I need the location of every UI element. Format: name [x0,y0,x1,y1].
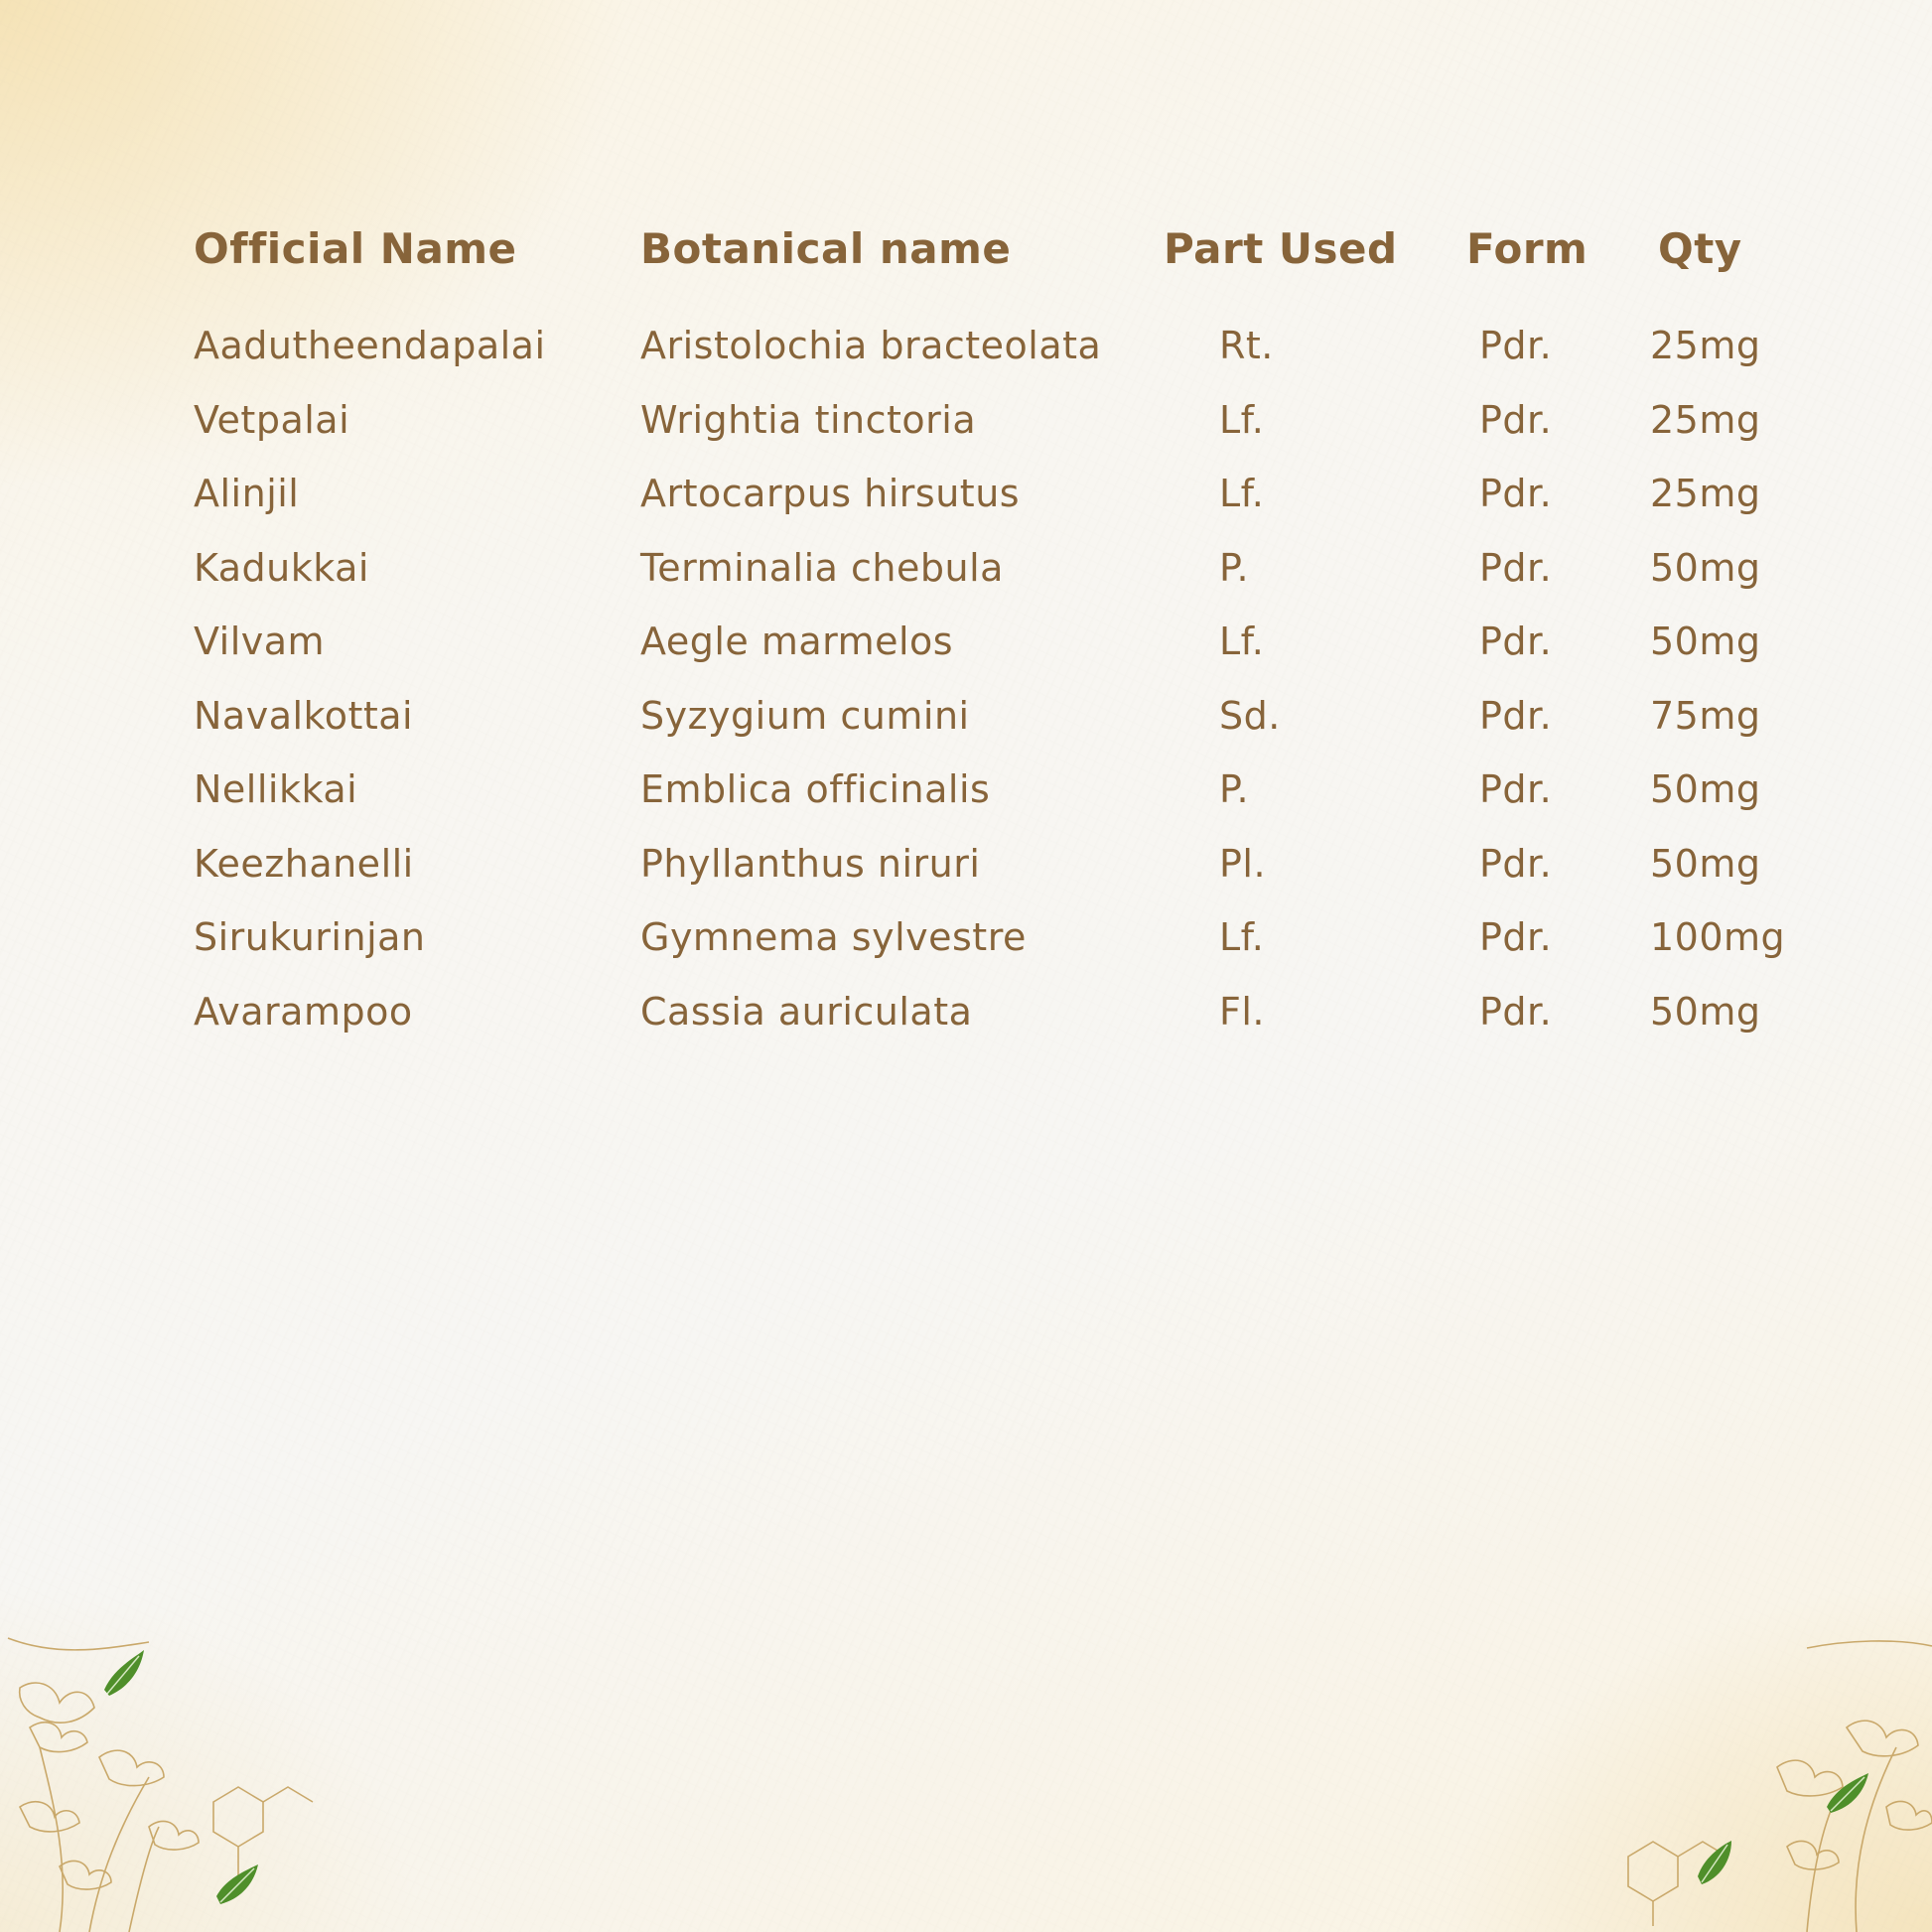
header-qty: Qty [1658,224,1742,273]
cell-qty: 25mg [1650,397,1761,442]
header-part-used: Part Used [1164,224,1398,273]
cell-form: Pdr. [1479,324,1553,367]
cell-form: Pdr. [1479,472,1553,515]
green-leaf-icon [1698,1841,1731,1884]
cell-official: Vetpalai [194,397,350,442]
cell-qty: 25mg [1650,324,1761,367]
cell-part: Lf. [1219,397,1265,442]
floral-decoration-left [0,1628,338,1932]
cell-part: Lf. [1219,915,1265,959]
cell-form: Pdr. [1479,915,1553,959]
cell-part: Rt. [1219,324,1274,367]
cell-part: Fl. [1219,989,1265,1034]
cell-qty: 50mg [1650,767,1761,811]
floral-decoration-right [1608,1628,1932,1932]
cell-part: P. [1219,767,1250,811]
floral-line-art-icon [8,1638,313,1932]
cell-official: Aadutheendapalai [194,324,546,367]
cell-official: Keezhanelli [194,841,414,886]
cell-qty: 100mg [1650,915,1786,959]
cell-part: Pl. [1219,841,1267,886]
cell-part: Sd. [1219,693,1281,738]
cell-official: Vilvam [194,620,326,663]
cell-botanical: Syzygium cumini [640,693,970,738]
cell-official: Alinjil [194,472,300,515]
cell-botanical: Phyllanthus niruri [640,841,981,886]
cell-part: P. [1219,545,1250,590]
cell-qty: 75mg [1650,693,1761,738]
cell-botanical: Aristolochia bracteolata [640,324,1102,367]
header-form: Form [1466,224,1588,273]
cell-qty: 50mg [1650,620,1761,663]
cell-form: Pdr. [1479,545,1553,590]
green-leaf-icon [104,1650,144,1696]
green-leaf-icon [216,1864,258,1904]
floral-line-art-icon [1628,1641,1932,1932]
cell-official: Kadukkai [194,545,369,590]
green-leaf-icon [1827,1773,1868,1813]
cell-part: Lf. [1219,472,1265,515]
cell-botanical: Terminalia chebula [640,545,1004,590]
cell-qty: 25mg [1650,472,1761,515]
cell-form: Pdr. [1479,397,1553,442]
cell-qty: 50mg [1650,841,1761,886]
cell-form: Pdr. [1479,841,1553,886]
cell-botanical: Wrightia tinctoria [640,397,977,442]
header-official-name: Official Name [194,224,517,273]
cell-botanical: Artocarpus hirsutus [640,472,1021,515]
cell-botanical: Aegle marmelos [640,620,954,663]
cell-botanical: Cassia auriculata [640,989,973,1034]
cell-form: Pdr. [1479,620,1553,663]
cell-official: Navalkottai [194,693,414,738]
cell-form: Pdr. [1479,989,1553,1034]
cell-part: Lf. [1219,620,1265,663]
cell-official: Avarampoo [194,989,413,1034]
cell-form: Pdr. [1479,693,1553,738]
header-botanical-name: Botanical name [640,224,1012,273]
cell-botanical: Gymnema sylvestre [640,915,1027,959]
cell-form: Pdr. [1479,767,1553,811]
cell-official: Sirukurinjan [194,915,426,959]
cell-qty: 50mg [1650,989,1761,1034]
cell-official: Nellikkai [194,767,358,811]
cell-qty: 50mg [1650,545,1761,590]
cell-botanical: Emblica officinalis [640,767,991,811]
